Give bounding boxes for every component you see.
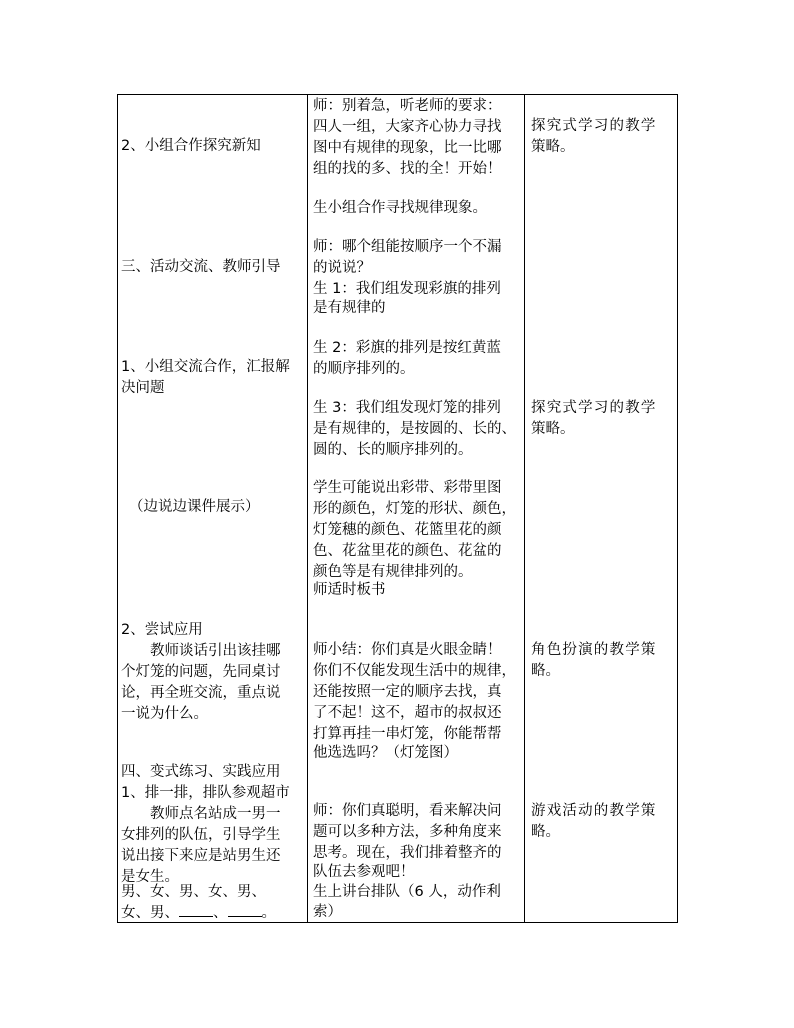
activity-text: 形的颜色，灯笼的形状、颜色， <box>313 501 516 517</box>
activity-text: 的说说？ <box>313 260 371 276</box>
activity-text: 了不起！这不，超市的叔叔还 <box>313 705 502 721</box>
activity-text: 是有规律的 <box>313 300 386 316</box>
strategy-text: 策略。 <box>531 139 575 155</box>
strategy-text: 略。 <box>531 824 560 840</box>
step-text: 1、排一排，排队参观超市 <box>121 785 290 801</box>
strategy-text: 角色扮演的教学策 <box>531 642 657 658</box>
activity-text: 队伍去参观吧！ <box>313 864 415 880</box>
activity-text: 颜色等是有规律排列的。 <box>313 564 473 580</box>
step-text: 教师点名站成一男一 <box>121 806 281 822</box>
strategy-text: 游戏活动的教学策 <box>531 803 657 819</box>
step-heading: 四、变式练习、实践应用 <box>121 764 281 780</box>
step-text: 教师谈话引出该挂哪 <box>121 643 281 659</box>
activity-text: 圆的、长的顺序排列的。 <box>313 442 473 458</box>
activity-text: 还能按照一定的顺序去找，真 <box>313 684 502 700</box>
step-text: 说出接下来应是站男生还 <box>121 848 281 864</box>
step-heading: 2、小组合作探究新知 <box>121 138 261 154</box>
activity-text: 的顺序排列的。 <box>313 361 415 377</box>
activity-text: 师：哪个组能按顺序一个不漏 <box>313 239 502 255</box>
activity-text: 生 3：我们组发现灯笼的排列 <box>313 400 501 416</box>
strategy-text: 探究式学习的教学 <box>531 400 657 416</box>
strategy-text: 策略。 <box>531 421 575 437</box>
activity-text: 师小结：你们真是火眼金睛！ <box>313 642 502 658</box>
activity-text: 图中有规律的现象，比一比哪 <box>313 140 502 156</box>
step-note: （边说边课件展示） <box>129 499 260 515</box>
activity-text: 生 1：我们组发现彩旗的排列 <box>313 281 501 297</box>
step-text: 女排列的队伍，引导学生 <box>121 827 281 843</box>
step-text: 男、女、男、女、男、 <box>121 884 266 900</box>
activity-text: 四人一组，大家齐心协力寻找 <box>313 119 502 135</box>
activity-text: 师适时板书 <box>313 582 386 598</box>
activity-text: 题可以多种方法，多种角度来 <box>313 824 502 840</box>
activity-text: 生小组合作寻找规律现象。 <box>313 200 487 216</box>
activity-text: 你们不仅能发现生活中的规律， <box>313 663 516 679</box>
step-text: 1、小组交流合作，汇报解 <box>121 359 290 375</box>
activity-text: 师：别着急，听老师的要求： <box>313 98 502 114</box>
step-text: 决问题 <box>121 380 165 396</box>
activity-text: 学生可能说出彩带、彩带里图 <box>313 480 502 496</box>
column-divider <box>307 95 308 922</box>
step-heading: 2、尝试应用 <box>121 622 203 638</box>
activity-text: 思考。现在，我们排着整齐的 <box>313 845 502 861</box>
sequence-end: 。 <box>261 905 276 921</box>
step-text: 论，再全班交流，重点说 <box>121 685 281 701</box>
answer-blank <box>179 902 213 917</box>
activity-text: 生 2：彩旗的排列是按红黄蓝 <box>313 340 501 356</box>
sequence-text: 女、男、 <box>121 905 179 921</box>
step-heading: 三、活动交流、教师引导 <box>121 259 281 275</box>
activity-text: 索） <box>313 904 342 920</box>
step-text: 一说为什么。 <box>121 706 208 722</box>
activity-text: 打算再挂一串灯笼，你能帮帮 <box>313 726 502 742</box>
step-text: 是女生。 <box>121 869 179 885</box>
activity-text: 是有规律的，是按圆的、长的、 <box>313 421 516 437</box>
activity-text: 他选选吗？（灯笼图） <box>313 745 458 761</box>
activity-text: 组的找的多、找的全！开始！ <box>313 161 502 177</box>
step-text: 个灯笼的问题，先同桌讨 <box>121 664 281 680</box>
strategy-text: 略。 <box>531 663 560 679</box>
sequence-exercise: 女、男、 、 。 <box>121 902 276 924</box>
activity-text: 生上讲台排队（6 人，动作利 <box>313 884 501 900</box>
activity-text: 色、花盆里花的颜色、花盆的 <box>313 543 502 559</box>
answer-blank <box>228 902 262 917</box>
activity-text: 师：你们真聪明，看来解决问 <box>313 803 502 819</box>
column-divider <box>524 95 525 922</box>
strategy-text: 探究式学习的教学 <box>531 118 657 134</box>
activity-text: 灯笼穗的颜色、花篮里花的颜 <box>313 522 502 538</box>
